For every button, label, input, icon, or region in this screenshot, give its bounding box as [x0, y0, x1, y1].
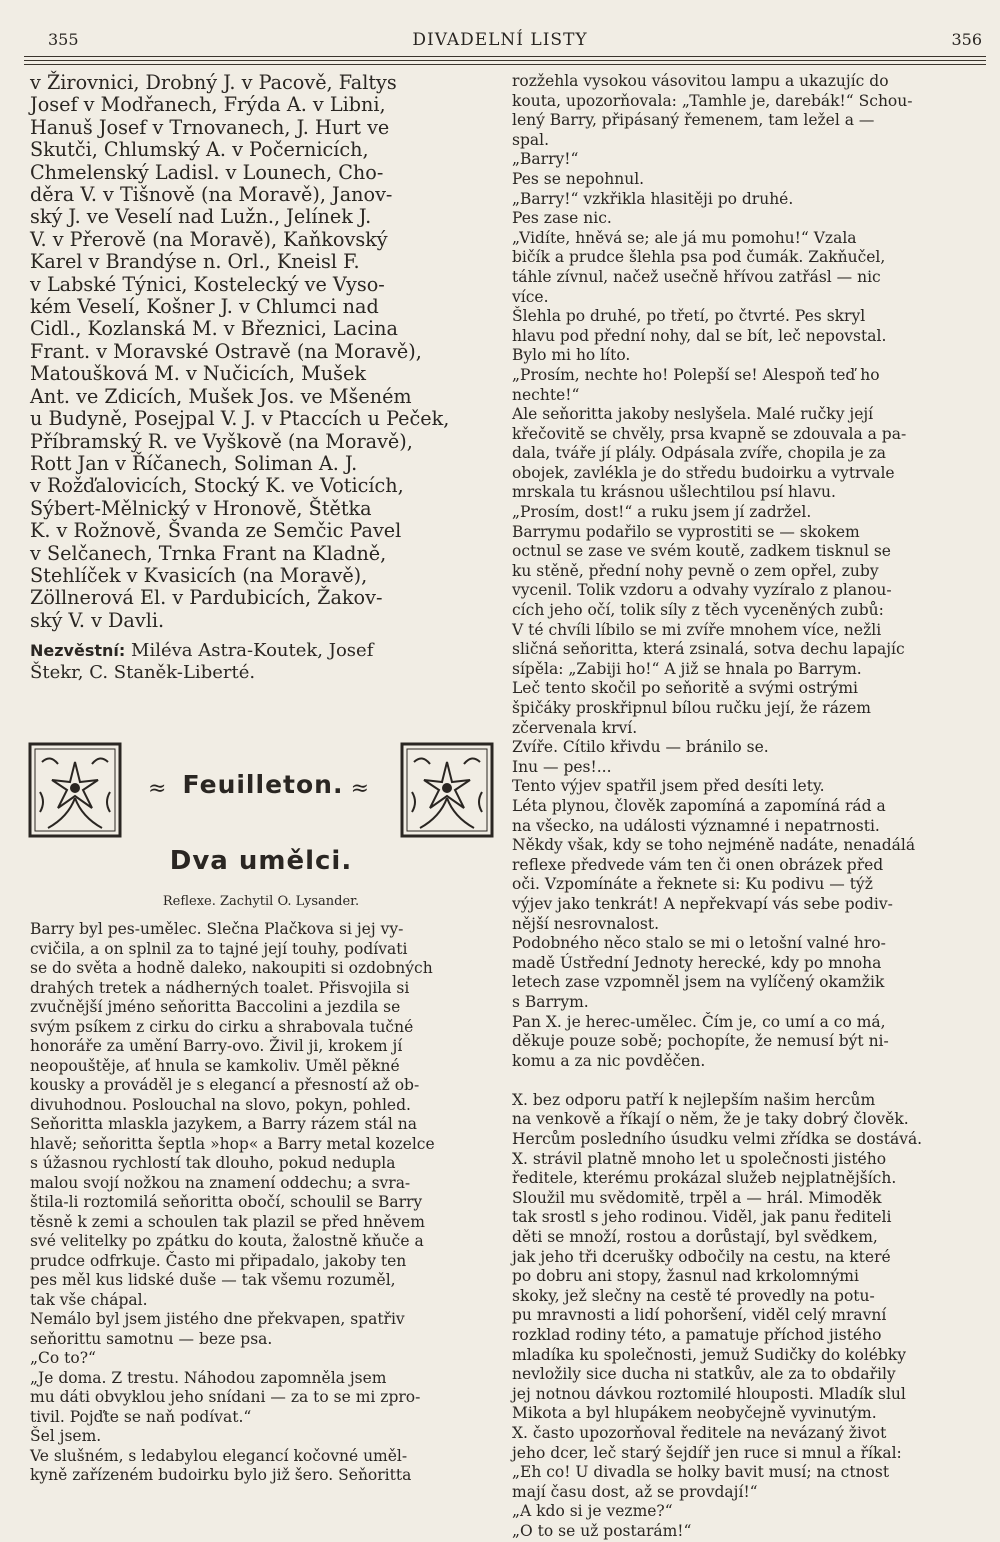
text-line: mladíka ku společnosti, jemuž Sudičky do kolébky [512, 1345, 907, 1364]
text-line: hlavě; seňoritta šeptla »hop« a Barry metal kozelce [30, 1134, 435, 1153]
text-line: V. v Přerově (na Moravě), Kaňkovský [30, 227, 388, 251]
text-line: tak vše chápal. [30, 1290, 148, 1309]
text-line: obojek, zavlékla je do středu budoirku a vytrvale [512, 463, 895, 482]
text-line: Pes se nepohnul. [512, 169, 645, 188]
text-line: neopouštěje, ať hnula se kamkoliv. Uměl pěkné [30, 1056, 400, 1075]
notice-line-1: Miléva Astra-Koutek, Josef [131, 640, 374, 662]
text-line: Ale seňoritta jakoby neslyšela. Malé ručky její [512, 405, 874, 424]
story-title: Dva umělci. [169, 846, 353, 876]
page-number-right: 356 [951, 30, 982, 49]
text-line: „A kdo si je vezme?“ [512, 1502, 673, 1521]
text-line: mrskala tu krásnou ušlechtilou psí hlavu. [512, 483, 836, 502]
text-line: lený Barry, připásaný řemenem, tam ležel a — [512, 111, 875, 130]
text-line: vycenil. Tolik vzdoru a odvahy vyzíralo z planou- [512, 581, 892, 600]
text-line: Barry byl pes-umělec. Slečna Plačkova si jej vy- [30, 920, 404, 938]
text-line: Léta plynou, člověk zapomíná a zapomíná rád a [512, 796, 886, 815]
text-line: hlavu pod přední nohy, dal se bít, leč nepovstal. [512, 326, 887, 345]
text-line: táhle zívnul, načež usečně hřívou zatřásl — nic [512, 267, 881, 286]
text-line: ský V. v Davli. [30, 608, 165, 632]
text-line: tak srostl s jeho rodinou. Viděl, jak panu řediteli [512, 1208, 892, 1227]
text-line: v Rožďalovicích, Stocký K. ve Voticích, [30, 474, 404, 498]
squiggle-right-icon: ≈ [350, 776, 369, 801]
flower-ornament-icon [400, 742, 494, 838]
text-line: Rott Jan v Říčanech, Soliman A. J. [30, 451, 358, 475]
flower-ornament-icon [28, 742, 122, 838]
text-line: rozžehla vysokou vásovitou lampu a ukazujíc do [512, 72, 889, 90]
text-line: s Barrym. [512, 992, 589, 1011]
feuilleton-heading: Feuilleton. [182, 770, 344, 799]
header-rule-1 [24, 56, 986, 57]
text-line: děra V. v Tišnově (na Moravě), Janov- [30, 183, 393, 207]
text-line: křečovitě se chvěly, prsa kvapně se zdouvala a pa- [512, 424, 907, 443]
running-title: DIVADELNÍ LISTY [412, 30, 588, 50]
text-line: Hanuš Josef v Trnovanech, J. Hurt ve [30, 115, 390, 139]
text-line: „Vidíte, hněvá se; ale já mu pomohu!“ Vzala [512, 228, 857, 247]
text-line: cvičila, a on splnil za to tajné její touhy, podívati [30, 939, 408, 958]
text-line: děkuje pouze sobě; pochopíte, že nemusí být ni- [512, 1032, 889, 1051]
text-line: Mikota a byl hlupákem neobyčejně vyvinutým. [512, 1404, 877, 1423]
text-line: sípěla: „Zabiji ho!“ A již se hnala po Barrym. [512, 659, 862, 678]
text-line: kousky a prováděl je s elegancí a přesností až ob- [30, 1076, 420, 1094]
text-line: oči. Vzpomínáte a řeknete si: Ku podivu — týž [512, 875, 873, 894]
text-line: Zöllnerová El. v Pardubicích, Žakov- [30, 586, 383, 610]
text-line: tivil. Pojďte se naň podívat.“ [30, 1407, 252, 1426]
text-line: madě Ústřední Jednoty herecké, kdy po mnoha [512, 953, 882, 972]
notice-label: Nezvěstní: [30, 641, 126, 661]
text-line: na venkově a říkají o něm, že je taky dobrý člověk. [512, 1110, 909, 1129]
text-line: Ant. ve Zdicích, Mušek Jos. ve Mšeném [30, 384, 412, 408]
text-line: Nemálo byl jsem jistého dne překvapen, spatřiv [30, 1310, 405, 1328]
text-line: nevložily sice ducha ni statkův, ale za to obdařily [512, 1365, 896, 1384]
text-line: rozklad rodiny této, a pamatuje příchod jistého [512, 1326, 882, 1344]
text-line: sličná seňoritta, která zsinalá, sotva dechu lapajíc [512, 640, 905, 659]
text-line: prudce odfrkuje. Často mi připadalo, jakoby ten [30, 1251, 407, 1270]
text-line: ku stěně, přední nohy pevně o zem opřel, zuby [512, 561, 879, 580]
text-line: V té chvíli líbilo se mi zvíře mnohem více, nežli [512, 620, 882, 639]
text-line: „Prosím, dost!“ a ruku jsem jí zadržel. [512, 503, 812, 522]
text-line: drahých tretek a nádherných toalet. Přisvojila si [30, 978, 410, 997]
text-line: divuhodnou. Poslouchal na slovo, pokyn, pohled. [30, 1095, 411, 1114]
text-line: „Barry!“ vzkřikla hlasitěji po druhé. [512, 189, 794, 208]
text-line: octnul se zase ve svém koutě, zadkem tisknul se [512, 542, 891, 561]
text-line: bičík a prudce šlehla psa pod čumák. Zakňučel, [512, 248, 886, 267]
text-line: Pan X. je herec-umělec. Čím je, co umí a co má, [512, 1012, 886, 1031]
text-line: v Labské Týnici, Kostelecký ve Vyso- [30, 272, 385, 296]
text-line: mu dáti obvyklou jeho snídani — za to se mi zpro- [30, 1388, 421, 1406]
text-line: Šlehla po druhé, po třetí, po čtvrté. Pes skryl [512, 307, 866, 326]
text-line: „Prosím, nechte ho! Polepší se! Alespoň teď ho [512, 365, 880, 384]
text-line: Šel jsem. [30, 1427, 102, 1445]
text-line: Matoušková M. v Nučicích, Mušek [30, 362, 366, 386]
text-line: „O to se už postarám!“ [512, 1521, 692, 1540]
text-line: Leč tento skočil po seňoritě a svými ostrými [512, 679, 859, 698]
squiggle-left-icon: ≈ [148, 776, 167, 801]
text-line: jeho dcer, leč starý šejdíř jen ruce si mnul a říkal: [512, 1443, 902, 1462]
text-line: Chmelenský Ladisl. v Lounech, Cho- [30, 160, 384, 184]
text-line: ský J. ve Veselí nad Lužn., Jelínek J. [30, 205, 372, 229]
text-line: zčervenala krví. [512, 718, 638, 737]
missing-notice [30, 640, 492, 684]
text-line: reflexe předvede vám ten či onen obrázek před [512, 855, 884, 874]
text-line: pu mravnosti a lidí pohoršení, viděl celý mravní [512, 1306, 887, 1325]
text-line: v Selčanech, Trnka Frant na Kladně, [30, 541, 387, 565]
text-line: cích jeho očí, tolik síly z těch vyceněných zubů: [512, 601, 884, 620]
text-line: svým psíkem z cirku do cirku a shrabovala tučné [30, 1017, 414, 1036]
text-line: Cidl., Kozlanská M. v Březnici, Lacina [30, 317, 398, 341]
text-line: se do světa a hodně daleko, nakoupiti si ozdobných [30, 959, 433, 977]
text-line: Barrymu podařilo se vyprostiti se — skokem [512, 522, 860, 541]
header-rule-2 [24, 60, 986, 61]
text-line: špičáky proskřipnul bílou ručku její, že rázem [512, 699, 871, 717]
text-line: honoráře za umění Barry-ovo. Živil ji, krokem jí [30, 1037, 403, 1055]
text-line: Hercům posledního úsudku velmi zřídka se dostává. [512, 1130, 923, 1149]
feuilleton-banner [28, 742, 494, 840]
text-line: „Barry!“ [512, 150, 579, 169]
text-line: Frant. v Moravské Ostravě (na Moravě), [30, 339, 422, 363]
member-listing [30, 72, 492, 632]
story-text [30, 920, 492, 1486]
text-line: Sloužil mu svědomitě, trpěl a — hrál. Mimoděk [512, 1188, 882, 1207]
text-line: jej notnou dávkou roztomilé hlouposti. Mladík slul [512, 1384, 906, 1403]
text-line: své velitelky po zpátku do kouta, žalostně kňuče a [30, 1232, 424, 1250]
story-subtitle: Reflexe. Zachytil O. Lysander. [162, 894, 360, 909]
text-line: více. [512, 287, 549, 306]
notice-line-2: Štekr, C. Staněk-Liberté. [30, 662, 256, 684]
text-line: pes měl kus lidské duše — tak všemu rozuměl, [30, 1271, 396, 1289]
text-line: Ve slušném, s ledabylou elegancí kočovné uměl- [30, 1446, 408, 1465]
text-line: Inu — pes!... [512, 757, 612, 776]
text-line: „Je doma. Z trestu. Náhodou zapomněla jsem [30, 1368, 387, 1387]
text-line: spal. [512, 130, 550, 149]
text-line [512, 1071, 984, 1091]
text-line: skoky, jež slečny na cestě té provedly na potu- [512, 1286, 875, 1305]
text-line: Josef v Modřanech, Frýda A. v Libni, [30, 93, 386, 117]
text-line: Skutči, Chlumský A. v Počernicích, [30, 138, 369, 162]
text-line: štila-li roztomilá seňoritta obočí, schoulil se Barry [30, 1193, 423, 1211]
page-header [0, 0, 1000, 60]
text-line: po dobru ani stopy, žasnul nad krkolomnými [512, 1267, 859, 1286]
text-line: ředitele, kterému prokázal služeb nejplatnějších. [512, 1169, 897, 1188]
text-line: Podobného něco stalo se mi o letošní valné hro- [512, 934, 886, 953]
text-line: těsně k zemi a schoulen tak plazil se před hněvem [30, 1212, 425, 1231]
text-line: dala, tváře jí plály. Odpásala zvíře, chopila je za [512, 444, 887, 463]
text-line: Karel v Brandýse n. Orl., Kneisl F. [30, 250, 360, 274]
text-line: kyně zařízeném budoirku bylo již šero. Seňoritta [30, 1466, 412, 1484]
text-line: nější nesrovnalost. [512, 914, 660, 933]
left-column [30, 72, 492, 684]
text-line: zvučnější jméno seňoritta Baccolini a jezdila se [30, 998, 401, 1016]
text-line: výjev jako tenkrát! A nepřekvapí vás sebe podiv- [512, 894, 893, 913]
text-line: mají času dost, až se provdají!“ [512, 1482, 758, 1501]
text-line: letech zase vzpomněl jsem na vylíčený okamžik [512, 973, 885, 992]
text-line: děti se množí, rostou a dorůstají, byl svědkem, [512, 1228, 878, 1247]
text-line: Příbramský R. ve Vyškově (na Moravě), [30, 429, 413, 453]
text-line: kém Veselí, Košner J. v Chlumci nad [30, 295, 379, 319]
text-line: X. často upozorňoval ředitele na nevázaný život [512, 1423, 887, 1442]
text-line: Tento výjev spatřil jsem před desíti lety. [512, 777, 825, 796]
text-line: kouta, upozorňovala: „Tamhle je, darebák!“ Schou- [512, 91, 913, 110]
text-line: jak jeho tři dcerušky odbočily na cestu, na které [512, 1247, 891, 1266]
right-column [512, 72, 984, 1542]
text-line: X. bez odporu patří k nejlepším našim hercům [512, 1090, 876, 1109]
text-line: Někdy však, kdy se toho nejméně nadáte, nenadálá [512, 836, 916, 855]
text-line: Zvíře. Cítilo křivdu — bránilo se. [512, 738, 769, 757]
text-line: „Eh co! U divadla se holky bavit musí; na ctnost [512, 1463, 890, 1482]
text-line: komu a za nic povděčen. [512, 1051, 706, 1070]
text-line: Bylo mi ho líto. [512, 346, 631, 365]
text-line: na všecko, na události významné i nepatrnosti. [512, 816, 880, 835]
text-line: Seňoritta mlaskla jazykem, a Barry rázem stál na [30, 1115, 418, 1133]
page-number-left: 355 [48, 30, 79, 49]
text-line: v Žirovnici, Drobný J. v Pacově, Faltys [30, 71, 397, 94]
text-line: „Co to?“ [30, 1349, 96, 1367]
text-line: Stehlíček v Kvasicích (na Moravě), [30, 563, 368, 587]
text-line: s úžasnou rychlostí tak dlouho, pokud nedupla [30, 1154, 396, 1172]
text-line: X. strávil platně mnoho let u společnosti jistého [512, 1149, 887, 1168]
header-rule-3 [24, 64, 986, 65]
text-line: K. v Rožnově, Švanda ze Semčic Pavel [30, 519, 402, 543]
text-line: u Budyně, Posejpal V. J. v Ptaccích u Peček, [30, 407, 450, 431]
text-line: seňorittu samotnu — beze psa. [30, 1329, 273, 1348]
text-line: malou svojí nožkou na znamení oddechu; a svra- [30, 1173, 411, 1192]
text-line: Sýbert-Mělnický v Hronově, Štětka [30, 496, 372, 520]
text-line: Pes zase nic. [512, 209, 612, 228]
text-line: nechte!“ [512, 385, 580, 404]
